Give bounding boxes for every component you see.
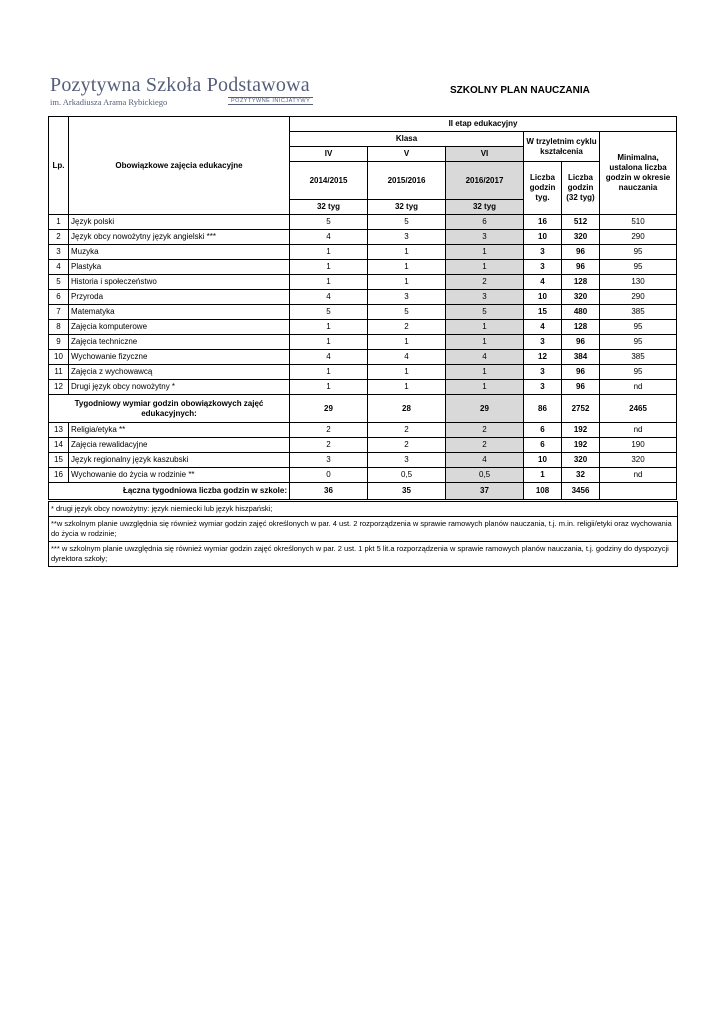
subtotal-vi: 29 (446, 395, 524, 423)
header-stage: II etap edukacyjny (290, 117, 677, 132)
row-lp: 2 (49, 230, 69, 245)
row-grade-v: 5 (368, 215, 446, 230)
row-grade-vi: 1 (446, 335, 524, 350)
row-subject: Język regionalny język kaszubski (69, 453, 290, 468)
row-grade-iv: 1 (290, 365, 368, 380)
table-row (49, 305, 677, 320)
row-grade-vi: 3 (446, 290, 524, 305)
row-lp: 10 (49, 350, 69, 365)
header-cycle: W trzyletnim cyklu kształcenia (524, 132, 600, 162)
header-hours-32: Liczba godzin (32 tyg) (562, 162, 600, 215)
row-lp: 11 (49, 365, 69, 380)
row-subject: Drugi język obcy nowożytny * (69, 380, 290, 395)
row-hours-week: 3 (524, 335, 562, 350)
grade-iv: IV (290, 147, 368, 162)
table-row (49, 350, 677, 365)
row-hours-week: 6 (524, 438, 562, 453)
row-minimal: 130 (600, 275, 677, 290)
row-minimal: 320 (600, 453, 677, 468)
row-subject: Język polski (69, 215, 290, 230)
row-lp: 13 (49, 423, 69, 438)
row-lp: 4 (49, 260, 69, 275)
row-subject: Wychowanie fizyczne (69, 350, 290, 365)
header-hours-week: Liczba godzin tyg. (524, 162, 562, 215)
row-hours-week: 4 (524, 275, 562, 290)
weeks-v: 32 tyg (368, 200, 446, 215)
row-hours-week: 3 (524, 260, 562, 275)
subtotal-row (49, 395, 677, 423)
row-grade-iv: 2 (290, 438, 368, 453)
row-lp: 8 (49, 320, 69, 335)
table-row (49, 275, 677, 290)
row-grade-iv: 1 (290, 275, 368, 290)
row-minimal: 385 (600, 305, 677, 320)
weeks-iv: 32 tyg (290, 200, 368, 215)
row-hours-32: 96 (562, 245, 600, 260)
row-grade-iv: 1 (290, 320, 368, 335)
row-grade-vi: 2 (446, 438, 524, 453)
row-hours-32: 512 (562, 215, 600, 230)
footnote-3: *** w szkolnym planie uwzględnia się również wymiar godzin zajęć określonych w par. 2 ust. 1 pkt 5 lit.a rozporządzenia w sprawie ramowych planów nauczania, t.j. godziny do dyspozycji dyrektora szkoły; (49, 541, 677, 566)
row-hours-32: 320 (562, 230, 600, 245)
row-minimal: 385 (600, 350, 677, 365)
row-grade-vi: 3 (446, 230, 524, 245)
subtotal-min: 2465 (600, 395, 677, 423)
row-grade-v: 1 (368, 365, 446, 380)
row-hours-32: 480 (562, 305, 600, 320)
row-subject: Historia i społeczeństwo (69, 275, 290, 290)
row-grade-v: 5 (368, 305, 446, 320)
row-grade-v: 3 (368, 230, 446, 245)
header-klasa: Klasa (290, 132, 524, 147)
subtotal-label: Tygodniowy wymiar godzin obowiązkowych zajęć edukacyjnych: (49, 395, 290, 423)
row-grade-iv: 3 (290, 453, 368, 468)
row-grade-vi: 0,5 (446, 468, 524, 483)
row-minimal: 290 (600, 290, 677, 305)
row-minimal: nd (600, 380, 677, 395)
total-vi: 37 (446, 483, 524, 500)
subtotal-sum: 86 (524, 395, 562, 423)
curriculum-table (48, 116, 677, 500)
school-name: Pozytywna Szkoła Podstawowa (50, 74, 310, 96)
row-grade-v: 3 (368, 453, 446, 468)
table-row (49, 468, 677, 483)
footnote-2: **w szkolnym planie uwzględnia się również wymiar godzin zajęć określonych w par. 4 ust. 2 rozporządzenia w sprawie ramowych planów nauczania, t.j. m.in. religii/etyki oraz wychowania do życia w rodzinie; (49, 516, 677, 541)
row-grade-vi: 2 (446, 275, 524, 290)
row-subject: Religia/etyka ** (69, 423, 290, 438)
grade-v: V (368, 147, 446, 162)
row-grade-iv: 4 (290, 230, 368, 245)
row-hours-week: 3 (524, 365, 562, 380)
row-grade-v: 1 (368, 260, 446, 275)
row-hours-week: 4 (524, 320, 562, 335)
row-minimal: 190 (600, 438, 677, 453)
row-grade-iv: 2 (290, 423, 368, 438)
total-iv: 36 (290, 483, 368, 500)
row-hours-week: 15 (524, 305, 562, 320)
row-subject: Przyroda (69, 290, 290, 305)
row-hours-32: 320 (562, 290, 600, 305)
table-row (49, 423, 677, 438)
header-minimal: Minimalna, ustalona liczba godzin w okresie nauczania (600, 132, 677, 215)
row-hours-32: 384 (562, 350, 600, 365)
header-lp: Lp. (49, 117, 69, 215)
row-minimal: 95 (600, 245, 677, 260)
row-hours-32: 32 (562, 468, 600, 483)
row-hours-32: 192 (562, 423, 600, 438)
row-grade-vi: 4 (446, 350, 524, 365)
total-h32: 3456 (562, 483, 600, 500)
row-subject: Zajęcia rewalidacyjne (69, 438, 290, 453)
row-subject: Zajęcia techniczne (69, 335, 290, 350)
subtotal-h32: 2752 (562, 395, 600, 423)
row-minimal: nd (600, 423, 677, 438)
row-grade-vi: 6 (446, 215, 524, 230)
subtotal-v: 28 (368, 395, 446, 423)
row-minimal: 95 (600, 365, 677, 380)
row-subject: Zajęcia komputerowe (69, 320, 290, 335)
row-hours-32: 96 (562, 365, 600, 380)
row-subject: Plastyka (69, 260, 290, 275)
footnote-1: * drugi język obcy nowożytny: język niemiecki lub język hiszpański; (49, 501, 677, 516)
row-lp: 16 (49, 468, 69, 483)
table-row (49, 438, 677, 453)
row-hours-week: 10 (524, 230, 562, 245)
row-lp: 12 (49, 380, 69, 395)
row-grade-iv: 1 (290, 260, 368, 275)
total-row (49, 483, 677, 500)
row-grade-v: 3 (368, 290, 446, 305)
row-subject: Muzyka (69, 245, 290, 260)
row-grade-iv: 5 (290, 305, 368, 320)
row-grade-iv: 1 (290, 380, 368, 395)
row-subject: Matematyka (69, 305, 290, 320)
row-grade-v: 1 (368, 380, 446, 395)
row-grade-vi: 1 (446, 320, 524, 335)
school-logo (50, 74, 310, 107)
total-sum: 108 (524, 483, 562, 500)
table-row (49, 290, 677, 305)
total-v: 35 (368, 483, 446, 500)
row-grade-v: 2 (368, 320, 446, 335)
extra-subject-rows (49, 423, 677, 483)
row-grade-vi: 1 (446, 365, 524, 380)
row-grade-v: 2 (368, 438, 446, 453)
row-grade-v: 2 (368, 423, 446, 438)
subject-rows (49, 215, 677, 395)
footnotes (48, 501, 678, 567)
row-lp: 3 (49, 245, 69, 260)
row-hours-week: 1 (524, 468, 562, 483)
row-grade-v: 1 (368, 275, 446, 290)
row-hours-32: 128 (562, 320, 600, 335)
table-row (49, 230, 677, 245)
row-minimal: 510 (600, 215, 677, 230)
row-hours-week: 12 (524, 350, 562, 365)
row-grade-vi: 4 (446, 453, 524, 468)
row-minimal: nd (600, 468, 677, 483)
row-grade-iv: 1 (290, 245, 368, 260)
row-subject: Wychowanie do życia w rodzinie ** (69, 468, 290, 483)
row-hours-32: 320 (562, 453, 600, 468)
row-grade-iv: 4 (290, 350, 368, 365)
row-minimal: 95 (600, 320, 677, 335)
row-lp: 7 (49, 305, 69, 320)
row-hours-week: 10 (524, 290, 562, 305)
row-hours-32: 192 (562, 438, 600, 453)
school-tagline: POZYTYWNE INICJATYWY (228, 97, 313, 105)
row-hours-week: 6 (524, 423, 562, 438)
table-row (49, 260, 677, 275)
table-row (49, 380, 677, 395)
row-hours-32: 96 (562, 260, 600, 275)
school-patron: im. Arkadiusza Arama Rybickiego (50, 97, 168, 107)
row-hours-32: 128 (562, 275, 600, 290)
header-subject: Obowiązkowe zajęcia edukacyjne (69, 117, 290, 215)
row-lp: 5 (49, 275, 69, 290)
row-lp: 6 (49, 290, 69, 305)
row-hours-week: 10 (524, 453, 562, 468)
table-row (49, 215, 677, 230)
row-minimal: 290 (600, 230, 677, 245)
table-row (49, 320, 677, 335)
row-grade-v: 4 (368, 350, 446, 365)
year-iv: 2014/2015 (290, 162, 368, 200)
total-min (600, 483, 677, 500)
row-hours-week: 3 (524, 380, 562, 395)
table-row (49, 453, 677, 468)
table-row (49, 335, 677, 350)
grade-vi: VI (446, 147, 524, 162)
row-grade-vi: 2 (446, 423, 524, 438)
row-grade-v: 1 (368, 335, 446, 350)
row-subject: Zajęcia z wychowawcą (69, 365, 290, 380)
row-grade-vi: 5 (446, 305, 524, 320)
table-row (49, 245, 677, 260)
row-grade-v: 1 (368, 245, 446, 260)
row-lp: 1 (49, 215, 69, 230)
row-grade-vi: 1 (446, 260, 524, 275)
row-minimal: 95 (600, 335, 677, 350)
row-lp: 9 (49, 335, 69, 350)
row-hours-week: 3 (524, 245, 562, 260)
row-lp: 15 (49, 453, 69, 468)
row-grade-iv: 4 (290, 290, 368, 305)
row-grade-v: 0,5 (368, 468, 446, 483)
year-v: 2015/2016 (368, 162, 446, 200)
subtotal-iv: 29 (290, 395, 368, 423)
row-grade-vi: 1 (446, 245, 524, 260)
weeks-vi: 32 tyg (446, 200, 524, 215)
row-lp: 14 (49, 438, 69, 453)
row-grade-iv: 0 (290, 468, 368, 483)
row-hours-32: 96 (562, 335, 600, 350)
document-title: SZKOLNY PLAN NAUCZANIA (450, 85, 590, 96)
row-grade-vi: 1 (446, 380, 524, 395)
table-row (49, 365, 677, 380)
row-hours-week: 16 (524, 215, 562, 230)
row-grade-iv: 1 (290, 335, 368, 350)
row-grade-iv: 5 (290, 215, 368, 230)
year-vi: 2016/2017 (446, 162, 524, 200)
row-minimal: 95 (600, 260, 677, 275)
row-hours-32: 96 (562, 380, 600, 395)
row-subject: Język obcy nowożytny język angielski *** (69, 230, 290, 245)
total-label: Łączna tygodniowa liczba godzin w szkole: (49, 483, 290, 500)
